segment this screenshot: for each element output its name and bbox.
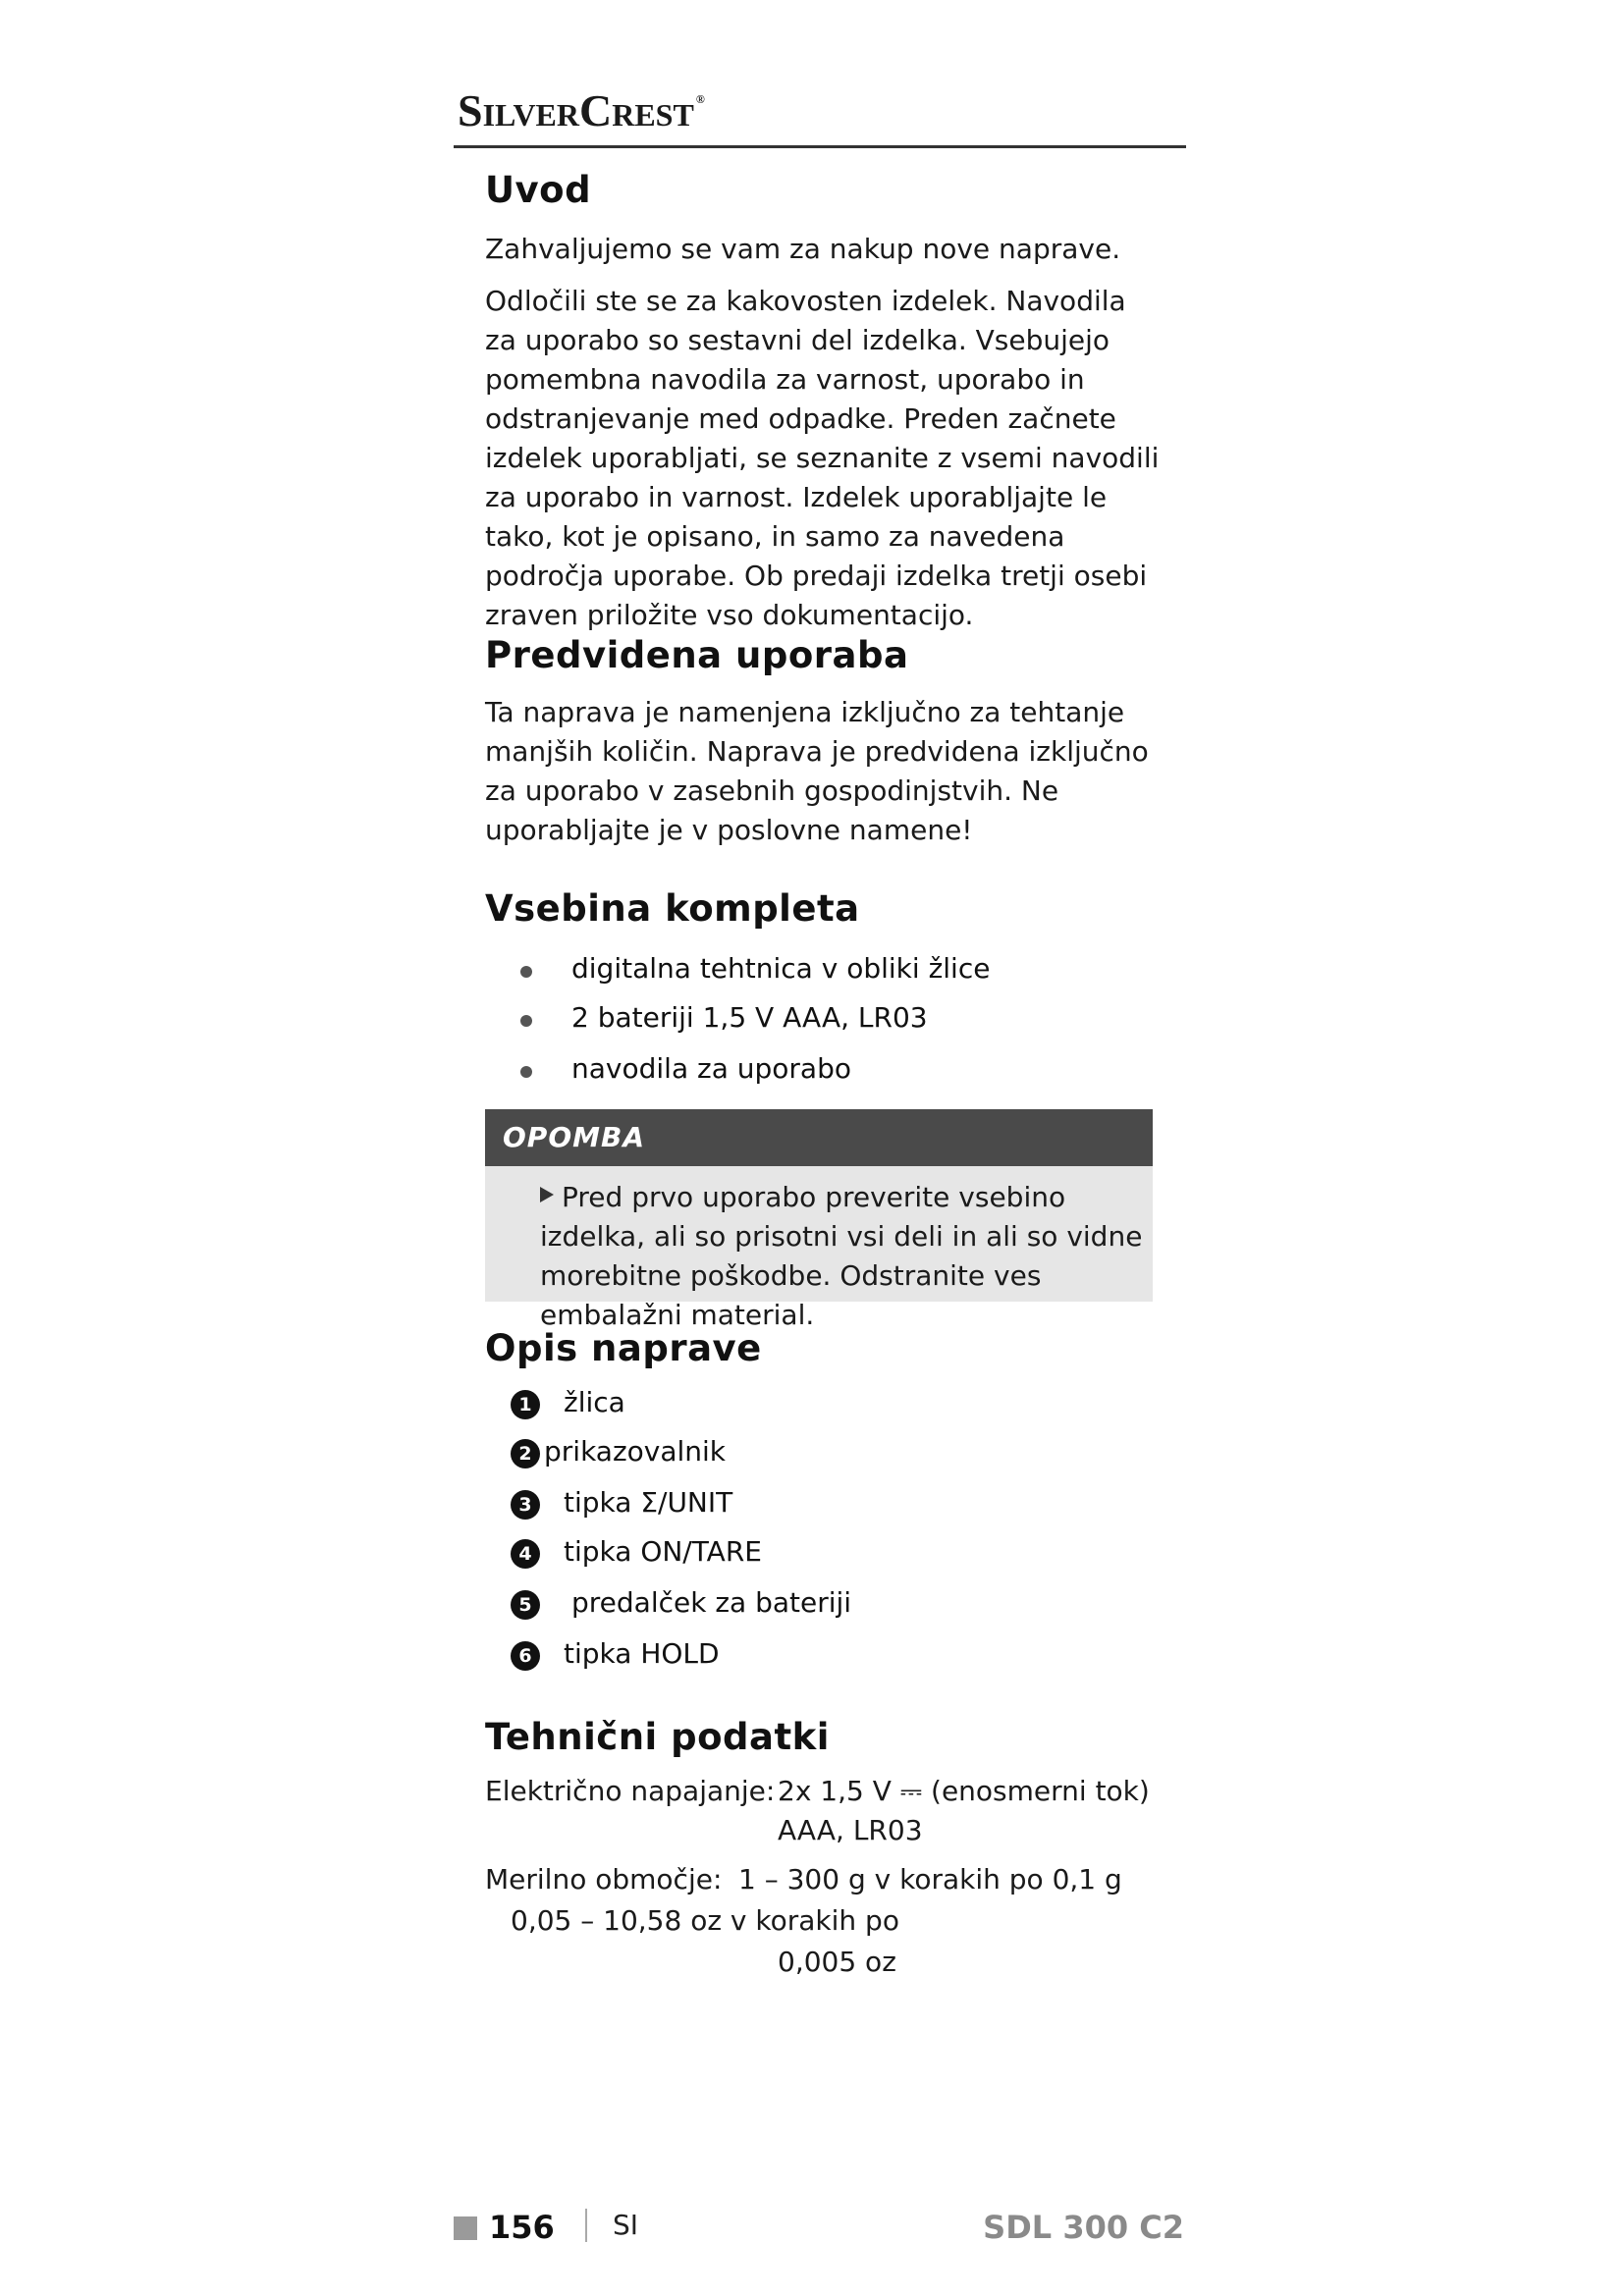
uvod-p1 xyxy=(485,230,1164,269)
arrow-right-icon xyxy=(540,1187,554,1202)
list-item-text: 2 bateriji 1,5 V AAA, LR03 xyxy=(571,1001,928,1034)
spec-range-value: 1 – 300 g v korakih po 0,1 g xyxy=(738,1863,1122,1896)
number-badge: 1 xyxy=(511,1390,540,1419)
paragraph: Ta naprava je namenjena izključno za tehtanje manjših količin. Naprava je predvidena izključno za uporabo v zasebnih gospodinjstvih. Ne uporabljajte je v poslovne namene! xyxy=(485,696,1149,846)
spec-power-label: Električno napajanje: xyxy=(485,1775,776,1807)
predvidena-p1 xyxy=(485,693,1163,850)
uvod-p2 xyxy=(485,282,1163,635)
note-box xyxy=(485,1109,1153,1331)
section-title: Opis naprave xyxy=(485,1327,762,1369)
part-label: prikazovalnik xyxy=(544,1435,727,1468)
footer-language: SI xyxy=(613,2209,639,2241)
spec-range-label: Merilno območje: xyxy=(485,1863,723,1896)
bullet-icon xyxy=(520,1066,532,1078)
header-rule xyxy=(454,145,1186,148)
registered-mark: ® xyxy=(695,92,705,106)
footer-divider xyxy=(585,2209,587,2242)
spec-range-value3: 0,005 oz xyxy=(778,1946,896,1978)
part-label: žlica xyxy=(564,1386,625,1418)
page-number: 156 xyxy=(489,2209,555,2246)
paragraph: Odločili ste se za kakovosten izdelek. Navodila za uporabo so sestavni del izdelka. Vsebujejo pomembna navodila za varnost, uporabo in odstranjevanje med odpadke. Preden začnete izdelek uporabljati, se seznanite z vsemi navodili za uporabo in varnost. Izdelek uporabljajte le tako, kot je opisano, in samo za navedena področja uporabe. Ob predaji izdelka tretji osebi zraven priložite vso dokumentacijo. xyxy=(485,285,1160,631)
number-badge: 4 xyxy=(511,1539,540,1569)
section-title: Vsebina kompleta xyxy=(485,887,860,930)
list-item-text: navodila za uporabo xyxy=(571,1052,851,1085)
note-text: Pred prvo uporabo preverite vsebino izdelka, ali so prisotni vsi deli in ali so vidne morebitne poškodbe. Odstranite ves embalažni material. xyxy=(540,1181,1143,1331)
section-title: Tehnični podatki xyxy=(485,1716,830,1758)
note-body xyxy=(540,1178,1149,1335)
section-tehnicni xyxy=(485,1716,1164,1758)
number-badge: 6 xyxy=(511,1641,540,1671)
list-item-text: digitalna tehtnica v obliki žlice xyxy=(571,952,991,985)
section-title: Uvod xyxy=(485,169,592,211)
footer-square-icon xyxy=(454,2216,477,2240)
number-badge: 5 xyxy=(511,1590,540,1620)
spec-power-value2: AAA, LR03 xyxy=(778,1814,923,1846)
section-opis xyxy=(485,1327,1164,1369)
paragraph: Zahvaljujemo se vam za nakup nove naprave. xyxy=(485,233,1121,265)
spec-range-value2: 0,05 – 10,58 oz v korakih po xyxy=(511,1904,899,1937)
brand-logo xyxy=(458,84,705,136)
bullet-icon xyxy=(520,1015,532,1027)
section-title: Predvidena uporaba xyxy=(485,634,909,676)
section-vsebina xyxy=(485,887,1164,930)
part-label: tipka HOLD xyxy=(564,1637,720,1670)
brand-name: SilverCrest xyxy=(458,85,694,135)
section-uvod xyxy=(485,169,1164,211)
spec-power-value: 2x 1,5 V ⎓ (enosmerni tok) xyxy=(778,1775,1150,1807)
note-heading: OPOMBA xyxy=(485,1109,1153,1166)
part-label: predalček za bateriji xyxy=(571,1586,852,1619)
number-badge: 3 xyxy=(511,1490,540,1520)
section-predvidena xyxy=(485,634,1164,676)
footer-model: SDL 300 C2 xyxy=(983,2209,1184,2246)
part-label: tipka Σ/UNIT xyxy=(564,1486,733,1519)
part-label: tipka ON/TARE xyxy=(564,1535,762,1568)
number-badge: 2 xyxy=(511,1439,540,1468)
bullet-icon xyxy=(520,966,532,978)
